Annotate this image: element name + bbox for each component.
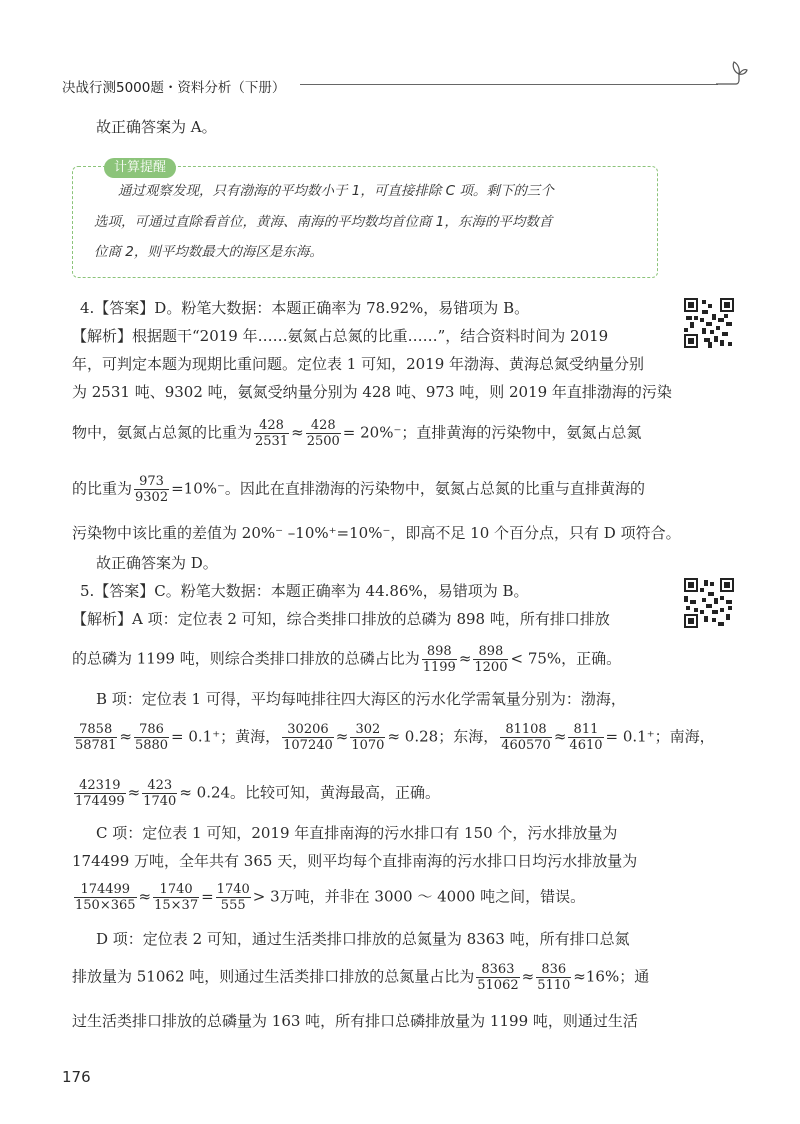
q4-analysis-6: 污染物中该比重的差值为 20%⁻ –10%⁺=10%⁻，即高不足 10 个百分点，只有 D 项符合。 (72, 524, 681, 542)
numerator: 898 (422, 644, 457, 660)
text: ≈16%；通 (573, 967, 650, 986)
numerator: 973 (134, 474, 169, 490)
symbol: ≈ (119, 727, 132, 746)
numerator: 8363 (476, 962, 519, 978)
answer-line: 故正确答案为 A。 (96, 118, 217, 136)
text: = 0.1⁺；南海， (605, 727, 715, 746)
fraction (473, 644, 508, 675)
q4-analysis-4 (72, 418, 641, 449)
text: < 75%，正确。 (510, 649, 622, 668)
numerator: 174499 (74, 882, 137, 898)
numerator: 42319 (74, 778, 126, 794)
q5-analysis-a2 (72, 644, 621, 675)
denominator: 15×37 (154, 898, 199, 913)
numerator: 811 (568, 722, 603, 738)
fraction (282, 722, 334, 753)
symbol: ≈ (458, 649, 472, 668)
numerator: 1740 (153, 882, 199, 898)
q4-analysis-2: 年，可判定本题为现期比重问题。定位表 1 可知，2019 年渤海、黄海总氮受纳量分别 (72, 355, 645, 373)
numerator: 30206 (282, 722, 334, 738)
tip-label: 计算提醒 (104, 158, 176, 178)
fraction (568, 722, 603, 753)
text: ≈ 0.24。比较可知，黄海最高，正确。 (179, 783, 441, 802)
denominator: 1070 (351, 738, 385, 753)
text: ≈ 0.28；东海， (387, 727, 499, 746)
q5-analysis-d1: D 项：定位表 2 可知，通过生活类排口排放的总氮量为 8363 吨，所有排口总氮 (96, 930, 630, 948)
qr-code-icon[interactable] (684, 298, 734, 348)
q5-analysis-c1: C 项：定位表 1 可知，2019 年直排南海的污水排口有 150 个，污水排放量为 (96, 824, 618, 842)
numerator: 1740 (216, 882, 250, 897)
denominator: 4610 (569, 738, 603, 753)
denominator: 9302 (135, 490, 169, 505)
denominator: 555 (220, 898, 246, 913)
tip-line-2: 选项，可通过直除看首位，黄海、南海的平均数均首位商 1，东海的平均数首 (94, 214, 553, 230)
numerator: 428 (254, 418, 289, 434)
tip-line-1: 通过观察发现，只有渤海的平均数小于 1，可直接排除 C 项。剩下的三个 (118, 183, 554, 199)
fraction (153, 882, 199, 913)
header-rule (300, 84, 718, 85)
symbol: ≈ (127, 783, 141, 802)
text: 物中，氨氮占总氮的比重为 (72, 423, 253, 442)
numerator: 836 (536, 962, 571, 978)
tip-line-3: 位商 2，则平均数最大的海区是东海。 (94, 244, 323, 260)
q4-conclusion: 故正确答案为 D。 (96, 554, 218, 572)
text: =10%⁻。因此在直排渤海的污染物中，氨氮占总氮的比重与直排黄海的 (171, 479, 645, 498)
text: 排放量为 51062 吨，则通过生活类排口排放的总氮量占比为 (72, 967, 475, 986)
text: = 0.1⁺；黄海， (171, 727, 281, 746)
q5-analysis-b1: B 项：定位表 1 可得，平均每吨排往四大海区的污水化学需氧量分别为：渤海， (96, 690, 626, 708)
numerator: 7858 (74, 722, 117, 738)
numerator: 81108 (500, 722, 552, 738)
numerator: 898 (473, 644, 508, 660)
fraction (74, 722, 117, 753)
q5-answer: 5.【答案】C。粉笔大数据：本题正确率为 44.86%，易错项为 B。 (80, 582, 529, 600)
denominator: 150×365 (75, 898, 136, 913)
fraction (74, 778, 126, 809)
text: = 20%⁻；直排黄海的污染物中，氨氮占总氮 (342, 423, 642, 442)
fraction (254, 418, 289, 449)
page-number: 176 (62, 1068, 91, 1086)
numerator: 302 (350, 722, 385, 738)
fraction (74, 882, 137, 913)
running-header: 决战行测5000题・资料分析（下册） (62, 80, 286, 96)
fraction (350, 722, 385, 753)
fraction (476, 962, 519, 993)
fraction (536, 962, 571, 993)
fraction (134, 474, 169, 505)
denominator: 1200 (474, 660, 508, 675)
symbol: ≈ (335, 727, 349, 746)
denominator: 2500 (306, 434, 340, 449)
q4-analysis-5 (72, 474, 645, 505)
q5-analysis-b2 (72, 722, 715, 753)
denominator: 1740 (143, 794, 177, 809)
denominator: 5110 (537, 978, 571, 993)
denominator: 58781 (75, 738, 117, 753)
q5-analysis-a1: 【解析】A 项：定位表 2 可知，综合类排口排放的总磷为 898 吨，所有排口排放 (72, 610, 610, 628)
q4-answer: 4.【答案】D。粉笔大数据：本题正确率为 78.92%，易错项为 B。 (80, 299, 530, 317)
q5-analysis-c3: $\frac{174499}{150\times 365}$ ≈ $\frac{1740}{15\times 37}$ = $\frac{1740}{555}$ > 3万吨，并非在 3000 ～ 4000 吨之间，错误。 (75, 882, 586, 913)
text: > 3万吨，并非在 3000 ～ 4000 吨之间，错误。 (252, 887, 586, 906)
symbol: ≈ (521, 967, 535, 986)
numerator: 428 (306, 418, 341, 434)
denominator: 2531 (255, 434, 289, 449)
q5-analysis-b3 (72, 778, 440, 809)
fraction (500, 722, 552, 753)
q4-analysis-1: 【解析】根据题干“2019 年……氨氮占总氮的比重……”，结合资料时间为 2019 (72, 327, 609, 345)
denominator: 460570 (501, 738, 551, 753)
symbol: ≈ (553, 727, 567, 746)
denominator: 107240 (283, 738, 333, 753)
denominator: 1199 (422, 660, 456, 675)
denominator: 51062 (477, 978, 519, 993)
denominator: 5880 (134, 738, 169, 753)
q4-analysis-3: 为 2531 吨、9302 吨，氨氮受纳量分别为 428 吨、973 吨，则 2019 年直排渤海的污染 (72, 383, 672, 401)
fraction (134, 722, 169, 753)
fraction (422, 644, 457, 675)
q5-analysis-d2 (72, 962, 649, 993)
fraction (306, 418, 341, 449)
numerator: 423 (142, 778, 177, 794)
fraction (216, 882, 251, 913)
symbol: ≈ (138, 887, 152, 906)
q5-analysis-d3: 过生活类排口排放的总磷量为 163 吨，所有排口总磷排放量为 1199 吨，则通过生活 (72, 1012, 638, 1030)
q5-analysis-c2: 174499 万吨，全年共有 365 天，则平均每个直排南海的污水排口日均污水排放量为 (72, 852, 638, 870)
text: 的比重为 (72, 479, 133, 498)
qr-code-icon[interactable] (684, 578, 734, 628)
symbol: ≈ (291, 423, 304, 442)
denominator: 174499 (75, 794, 125, 809)
fraction (142, 778, 177, 809)
numerator: 786 (134, 722, 169, 738)
sprout-icon (712, 58, 748, 90)
text: 的总磷为 1199 吨，则综合类排口排放的总磷占比为 (72, 649, 420, 668)
